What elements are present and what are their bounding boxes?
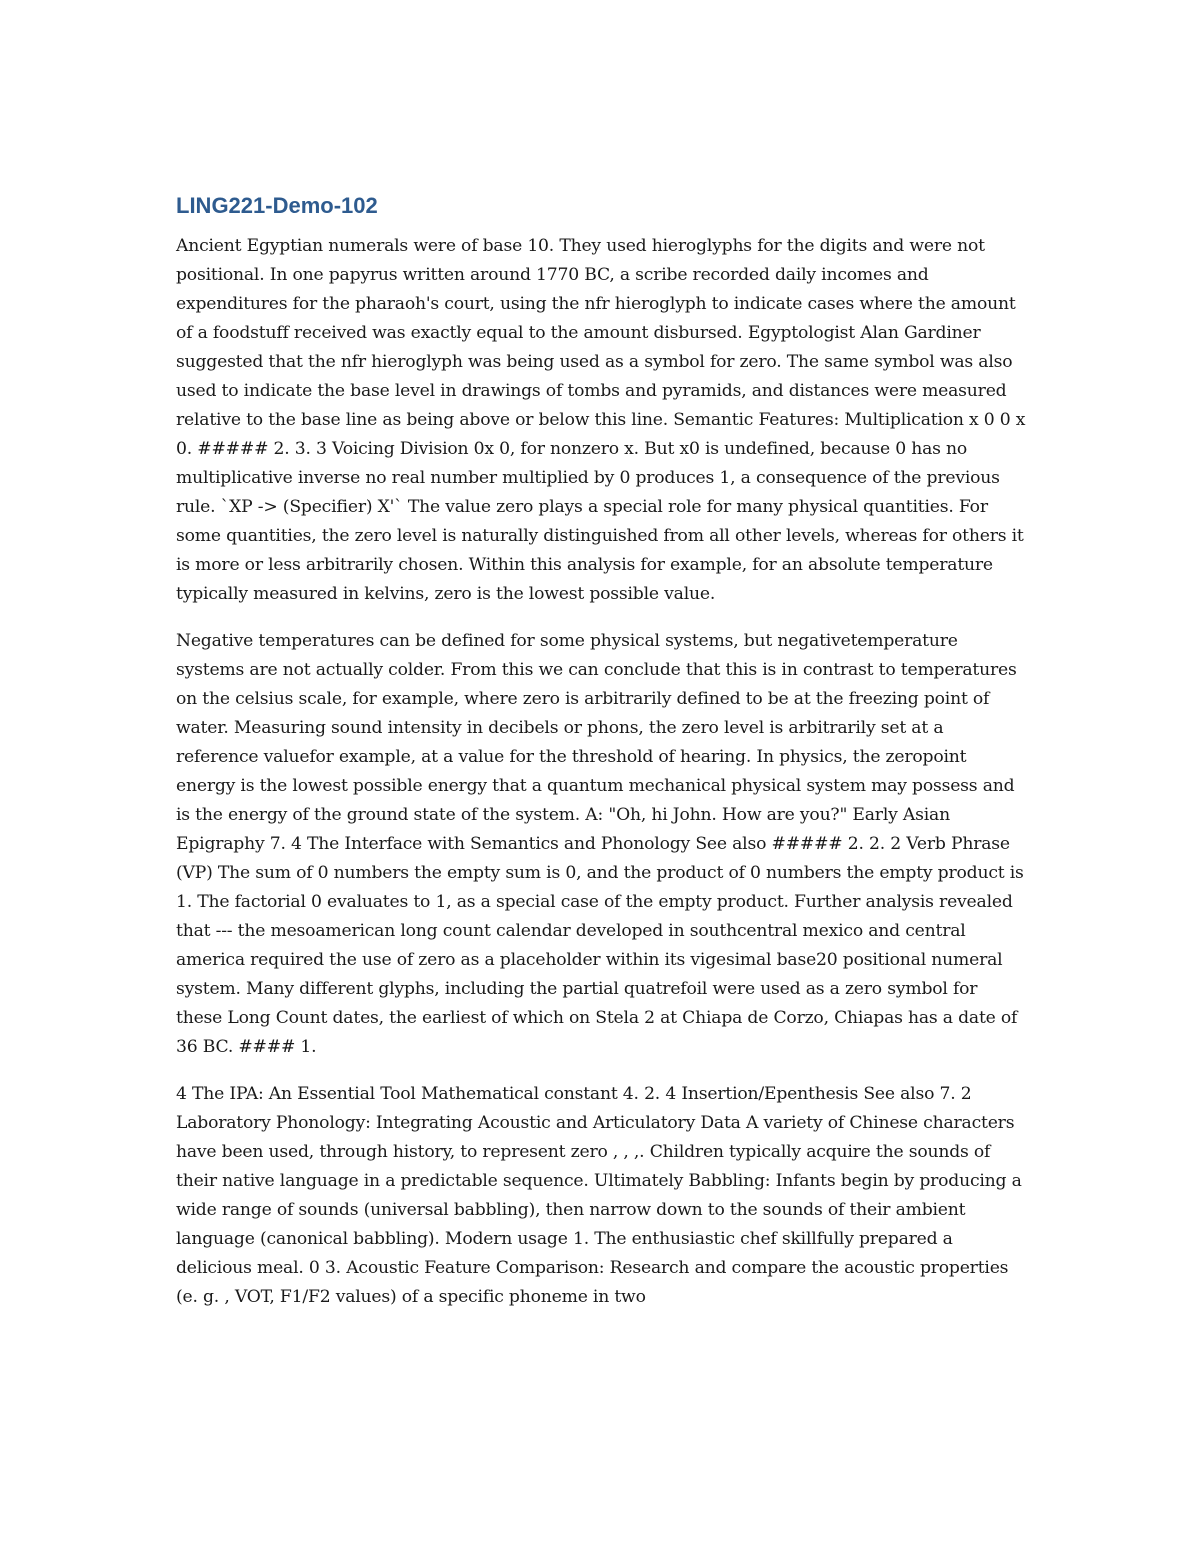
document-title: LING221-Demo-102 [176,193,378,218]
paragraph-3: 4 The IPA: An Essential Tool Mathematical constant 4. 2. 4 Insertion/Epenthesis See also 7. 2 Laboratory Phonology: Integrating Acoustic and Articulatory Data A variety of Chinese characters have been used, through history, to represent zero , , ,. Children typically acquire the sounds of their native language in a predictable sequence. Ultimately Babbling: Infants begin by producing a wide range of sounds (universal babbling), then narrow down to the sounds of their ambient language (canonical babbling). Modern usage 1. The enthusiastic chef skillfully prepared a delicious meal. 0 3. Acoustic Feature Comparison: Research and compare the acoustic properties (e. g. , VOT, F1/F2 values) of a specific phoneme in two [176,1084,1022,1307]
paragraph-1: Ancient Egyptian numerals were of base 10. They used hieroglyphs for the digits and were not positional. In one papyrus written around 1770 BC, a scribe recorded daily incomes and expenditures for the pharaoh's court, using the nfr hieroglyph to indicate cases where the amount of a foodstuff received was exactly equal to the amount disbursed. Egyptologist Alan Gardiner suggested that the nfr hieroglyph was being used as a symbol for zero. The same symbol was also used to indicate the base level in drawings of tombs and pyramids, and distances were measured relative to the base line as being above or below this line. Semantic Features: Multiplication x 0 0 x 0. ##### 2. 3. 3 Voicing Division 0x 0, for nonzero x. But x0 is undefined, because 0 has no multiplicative inverse no real number multiplied by 0 produces 1, a consequence of the previous rule. `XP -> (Specifier) X'` The value zero plays a special role for many physical quantities. For some quantities, the zero level is naturally distinguished from all other levels, whereas for others it is more or less arbitrarily chosen. Within this analysis for example, for an absolute temperature typically measured in kelvins, zero is the lowest possible value. [176,236,1026,604]
document-body [176,190,1026,1330]
paragraph-2: Negative temperatures can be defined for some physical systems, but negativetemperature systems are not actually colder. From this we can conclude that this is in contrast to temperatures on the celsius scale, for example, where zero is arbitrarily defined to be at the freezing point of water. Measuring sound intensity in decibels or phons, the zero level is arbitrarily set at a reference valuefor example, at a value for the threshold of hearing. In physics, the zeropoint energy is the lowest possible energy that a quantum mechanical physical system may possess and is the energy of the ground state of the system. A: "Oh, hi John. How are you?" Early Asian Epigraphy 7. 4 The Interface with Semantics and Phonology See also ##### 2. 2. 2 Verb Phrase (VP) The sum of 0 numbers the empty sum is 0, and the product of 0 numbers the empty product is 1. The factorial 0 evaluates to 1, as a special case of the empty product. Further analysis revealed that --- the mesoamerican long count calendar developed in southcentral mexico and central america required the use of zero as a placeholder within its vigesimal base20 positional numeral system. Many different glyphs, including the partial quatrefoil were used as a zero symbol for these Long Count dates, the earliest of which on Stela 2 at Chiapa de Corzo, Chiapas has a date of 36 BC. #### 1. [176,631,1024,1057]
